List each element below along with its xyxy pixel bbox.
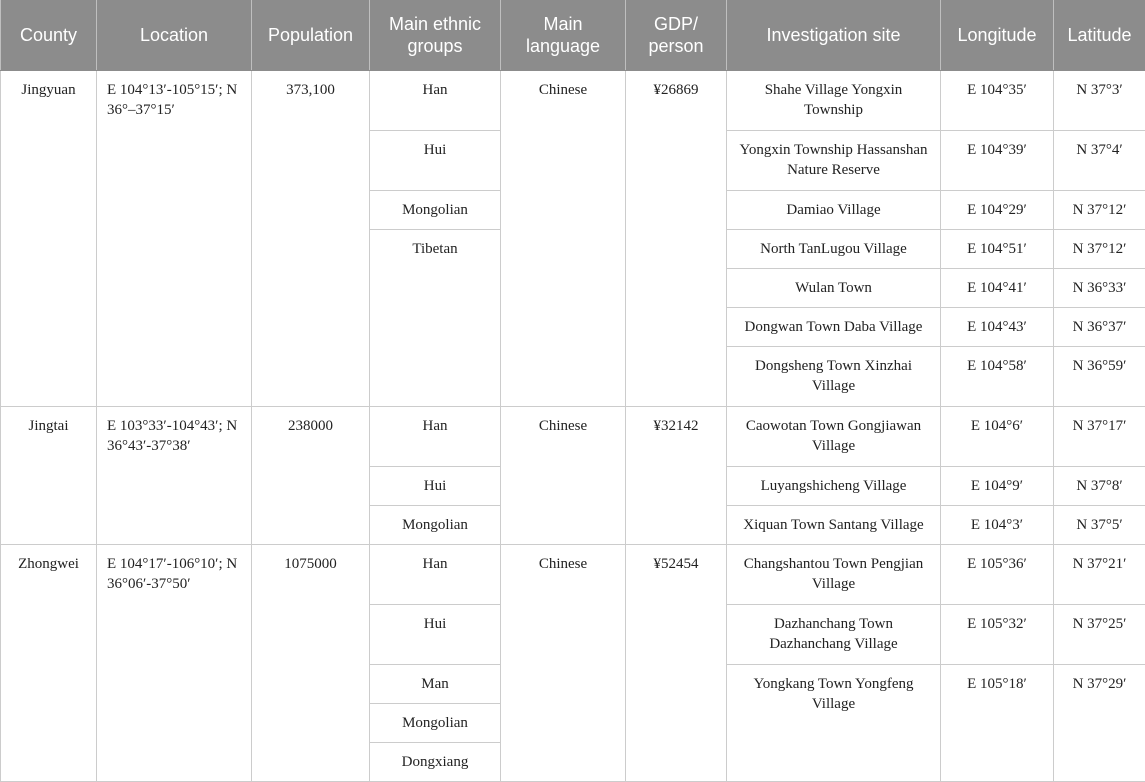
header-row <box>1 0 1145 71</box>
site-cell: Dongsheng Town Xinzhai Village <box>727 347 941 407</box>
header-language: Main language <box>501 0 626 71</box>
longitude-cell: E 104°58′ <box>941 347 1054 407</box>
population-cell: 1075000 <box>252 545 370 782</box>
ethnic-group-cell: Mongolian <box>370 704 501 743</box>
longitude-cell: E 104°39′ <box>941 131 1054 191</box>
latitude-cell: N 37°4′ <box>1054 131 1145 191</box>
header-county: County <box>1 0 97 71</box>
ethnic-group-cell: Han <box>370 407 501 467</box>
ethnic-group-cell: Hui <box>370 131 501 191</box>
longitude-cell: E 104°9′ <box>941 467 1054 506</box>
longitude-cell: E 105°18′ <box>941 665 1054 782</box>
latitude-cell: N 37°17′ <box>1054 407 1145 467</box>
gdp-cell: ¥32142 <box>626 407 727 545</box>
site-cell: Xiquan Town Santang Village <box>727 506 941 545</box>
longitude-cell: E 104°3′ <box>941 506 1054 545</box>
header-investigation-site: Investigation site <box>727 0 941 71</box>
latitude-cell: N 37°12′ <box>1054 230 1145 269</box>
site-cell: Damiao Village <box>727 191 941 230</box>
gdp-cell: ¥26869 <box>626 71 727 407</box>
header-longitude: Longitude <box>941 0 1054 71</box>
table-row <box>1 545 1145 605</box>
site-cell: Dongwan Town Daba Village <box>727 308 941 347</box>
latitude-cell: N 37°5′ <box>1054 506 1145 545</box>
latitude-cell: N 37°12′ <box>1054 191 1145 230</box>
longitude-cell: E 104°43′ <box>941 308 1054 347</box>
site-cell: North TanLugou Village <box>727 230 941 269</box>
location-cell: E 104°17′-106°10′; N 36°06′-37°50′ <box>97 545 252 782</box>
longitude-cell: E 104°35′ <box>941 71 1054 131</box>
longitude-cell: E 104°6′ <box>941 407 1054 467</box>
latitude-cell: N 37°25′ <box>1054 605 1145 665</box>
language-cell: Chinese <box>501 545 626 782</box>
language-cell: Chinese <box>501 407 626 545</box>
ethnic-group-cell: Man <box>370 665 501 704</box>
latitude-cell: N 37°8′ <box>1054 467 1145 506</box>
longitude-cell: E 104°51′ <box>941 230 1054 269</box>
table-row <box>1 71 1145 131</box>
site-cell: Caowotan Town Gongjiawan Village <box>727 407 941 467</box>
county-cell: Jingyuan <box>1 71 97 407</box>
ethnic-group-cell: Hui <box>370 467 501 506</box>
header-population: Population <box>252 0 370 71</box>
latitude-cell: N 37°29′ <box>1054 665 1145 782</box>
longitude-cell: E 104°41′ <box>941 269 1054 308</box>
header-gdp: GDP/ person <box>626 0 727 71</box>
gdp-cell: ¥52454 <box>626 545 727 782</box>
language-cell: Chinese <box>501 71 626 407</box>
table-row <box>1 407 1145 467</box>
site-cell: Shahe Village Yongxin Township <box>727 71 941 131</box>
ethnic-group-cell: Han <box>370 545 501 605</box>
ethnic-group-cell: Dongxiang <box>370 743 501 782</box>
ethnic-group-cell: Tibetan <box>370 230 501 407</box>
header-ethnic-groups: Main ethnic groups <box>370 0 501 71</box>
site-cell: Changshantou Town Pengjian Village <box>727 545 941 605</box>
ethnic-group-cell: Hui <box>370 605 501 665</box>
header-location: Location <box>97 0 252 71</box>
site-cell: Wulan Town <box>727 269 941 308</box>
longitude-cell: E 105°32′ <box>941 605 1054 665</box>
latitude-cell: N 37°21′ <box>1054 545 1145 605</box>
latitude-cell: N 36°37′ <box>1054 308 1145 347</box>
ethnic-group-cell: Mongolian <box>370 506 501 545</box>
county-cell: Jingtai <box>1 407 97 545</box>
latitude-cell: N 37°3′ <box>1054 71 1145 131</box>
location-cell: E 103°33′-104°43′; N 36°43′-37°38′ <box>97 407 252 545</box>
population-cell: 238000 <box>252 407 370 545</box>
latitude-cell: N 36°33′ <box>1054 269 1145 308</box>
site-cell: Yongkang Town Yongfeng Village <box>727 665 941 782</box>
ethnic-group-cell: Han <box>370 71 501 131</box>
county-cell: Zhongwei <box>1 545 97 782</box>
ethnic-group-cell: Mongolian <box>370 191 501 230</box>
location-cell: E 104°13′-105°15′; N 36°–37°15′ <box>97 71 252 407</box>
site-cell: Dazhanchang Town Dazhanchang Village <box>727 605 941 665</box>
longitude-cell: E 104°29′ <box>941 191 1054 230</box>
site-cell: Yongxin Township Hassanshan Nature Reserve <box>727 131 941 191</box>
header-latitude: Latitude <box>1054 0 1145 71</box>
longitude-cell: E 105°36′ <box>941 545 1054 605</box>
population-cell: 373,100 <box>252 71 370 407</box>
site-cell: Luyangshicheng Village <box>727 467 941 506</box>
latitude-cell: N 36°59′ <box>1054 347 1145 407</box>
